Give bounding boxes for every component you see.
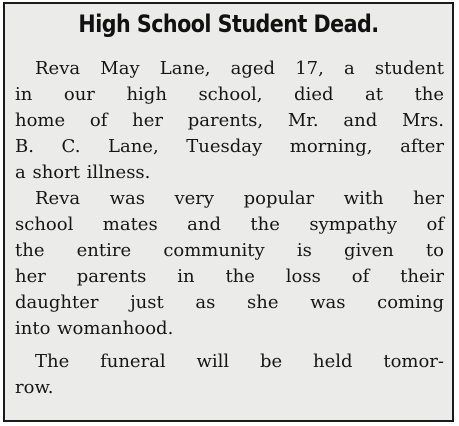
paragraph-3-line-1: The funeral will be held tomor- xyxy=(35,351,444,372)
paragraph-1-line-3: home of her parents, Mr. and Mrs. xyxy=(15,110,444,131)
paragraph-1-line-1: Reva May Lane, aged 17, a student xyxy=(35,58,444,79)
paragraph-2-line-1: Reva was very popular with her xyxy=(35,188,444,209)
paragraph-1-line-5: a short illness. xyxy=(15,162,151,183)
paragraph-2-line-3: the entire community is given to xyxy=(15,240,444,261)
paragraph-1-line-2: in our high school, died at the xyxy=(15,84,444,105)
newspaper-clipping xyxy=(3,2,454,422)
article-headline: High School Student Dead. xyxy=(78,10,379,38)
paragraph-3-line-2: row. xyxy=(15,377,54,398)
paragraph-2-line-5: daughter just as she was coming xyxy=(15,292,444,313)
paragraph-2-line-6: into womanhood. xyxy=(15,318,174,339)
paragraph-2-line-4: her parents in the loss of their xyxy=(15,266,444,287)
paragraph-2-line-2: school mates and the sympathy of xyxy=(15,214,444,235)
paragraph-1-line-4: B. C. Lane, Tuesday morning, after xyxy=(15,136,444,157)
